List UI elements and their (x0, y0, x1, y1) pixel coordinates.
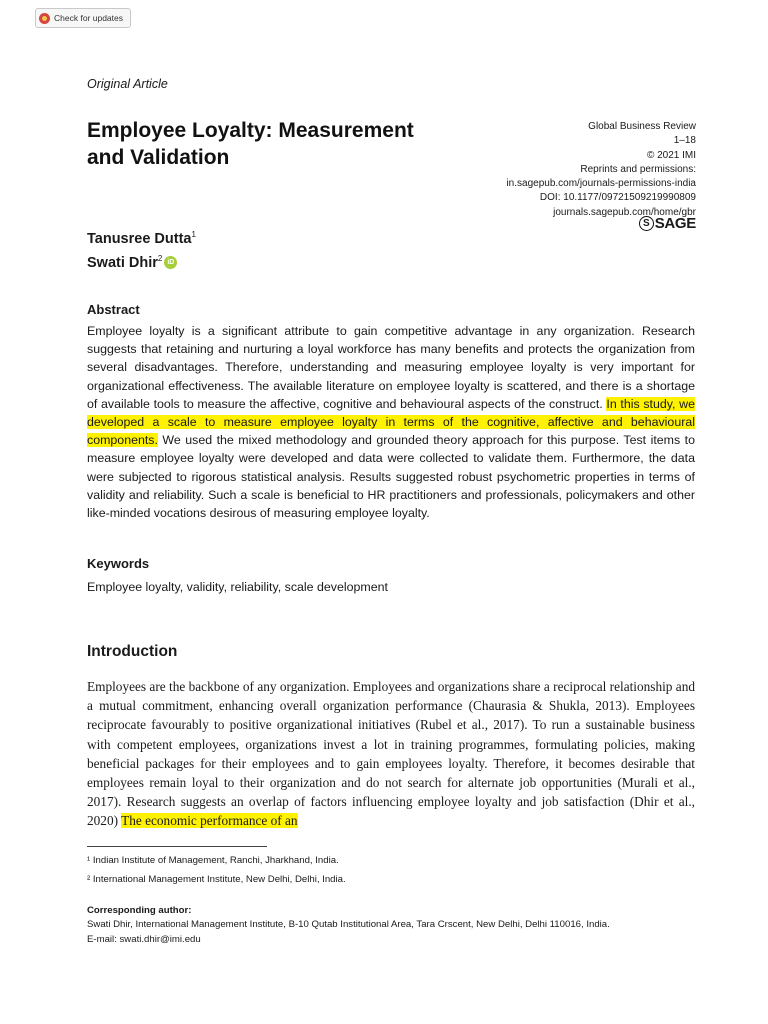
reprints-link[interactable]: in.sagepub.com/journals-permissions-india (506, 178, 696, 190)
journal-info (436, 120, 696, 220)
abstract-text-part: We used the mixed methodology and grounded theory approach for this purpose. Test items to measure employee loyalty were developed and data were collected to validate them. Furthermore, the data were subjected to rigorous statistical analysis. Results suggested robust psychometric properties in terms of validity and reliability. Such a scale is beneficial to HR practitioners and professionals, policymakers and other like-minded vocations desirous of measuring employee loyalty. (87, 433, 695, 521)
highlighted-text: In this study, we developed a scale to measure employee loyalty in terms of the cognitive, affective and behavioural components. (87, 396, 695, 448)
keywords-text: Employee loyalty, validity, reliability, scale development (87, 580, 388, 594)
introduction-text (87, 677, 695, 831)
author-name: Swati Dhir (87, 254, 158, 271)
publisher-name: SAGE (654, 215, 696, 232)
abstract-heading: Abstract (87, 302, 140, 317)
check-for-updates-label: Check for updates (54, 13, 123, 23)
corresponding-address: Swati Dhir, International Management Institute, B-10 Qutab Institutional Area, Tara Crscent, New Delhi, Delhi 110016, India. (87, 919, 610, 930)
doi-link[interactable]: DOI: 10.1177/09721509219990809 (539, 192, 696, 204)
journal-name: Global Business Review (588, 121, 696, 132)
footnote: ² International Management Institute, New Delhi, Delhi, India. (87, 874, 346, 885)
highlighted-text: The economic performance of an (121, 813, 298, 829)
check-for-updates-button[interactable] (35, 8, 131, 28)
reprints-label: Reprints and permissions: (580, 163, 696, 175)
author-name: Tanusree Dutta (87, 230, 192, 247)
corresponding-author-heading: Corresponding author: (87, 905, 192, 916)
author (87, 249, 196, 273)
article-title (87, 117, 487, 171)
footnote: ¹ Indian Institute of Management, Ranchi, Jharkhand, India. (87, 855, 339, 866)
orcid-icon[interactable]: iD (164, 256, 177, 269)
abstract-text (87, 322, 695, 522)
author (87, 225, 196, 249)
footnote-divider (87, 846, 267, 847)
corresponding-author (87, 918, 610, 947)
title-line: and Validation (87, 146, 230, 169)
journal-copyright: © 2021 IMI (646, 149, 696, 161)
journal-pages: 1–18 (673, 135, 696, 147)
author-list (87, 225, 196, 273)
introduction-heading: Introduction (87, 643, 178, 660)
corresponding-email[interactable]: E-mail: swati.dhir@imi.edu (87, 933, 201, 945)
sage-s-icon: S (639, 216, 654, 231)
author-affiliation: 1 (191, 230, 196, 239)
intro-text-part: Employees are the backbone of any organization. Employees and organizations share a reciprocal relationship and a mutual commitment, enhancing overall organization performance (Chaurasia & Shukla, 2013). Employees reciprocate favourably to positive organizational initiatives (Rubel et al., 2017). To run a sustainable business with competent employees, organizations invest a lot in training programmes, formulating policies, making beneficial packages for their employees and to gain employees loyalty. Therefore, it becomes desirable that employees remain loyal to their organization and do not search for alternate job opportunities (Murali et al., 2017). Research suggests an overlap of factors influencing employee loyalty and job satisfaction (Dhir et al., 2020) (87, 679, 695, 829)
title-line: Employee Loyalty: Measurement (87, 119, 414, 142)
journal-homepage-link[interactable]: journals.sagepub.com/home/gbr (553, 206, 696, 218)
keywords-heading: Keywords (87, 556, 150, 571)
crossmark-icon (39, 13, 50, 24)
abstract-text-part: Employee loyalty is a significant attribute to gain competitive advantage in any organization. Research suggests that retaining and nurturing a loyal workforce has many benefits and protects the organization from several disadvantages. Therefore, understanding and measuring employee loyalty is very important for organizational effectiveness. The available literature on employee loyalty is scattered, and there is a shortage of available tools to measure the affective, cognitive and behavioural aspects of the construct. (87, 324, 695, 411)
author-affiliation: 2 (157, 253, 163, 263)
sage-logo (639, 215, 696, 232)
article-type: Original Article (87, 77, 168, 91)
